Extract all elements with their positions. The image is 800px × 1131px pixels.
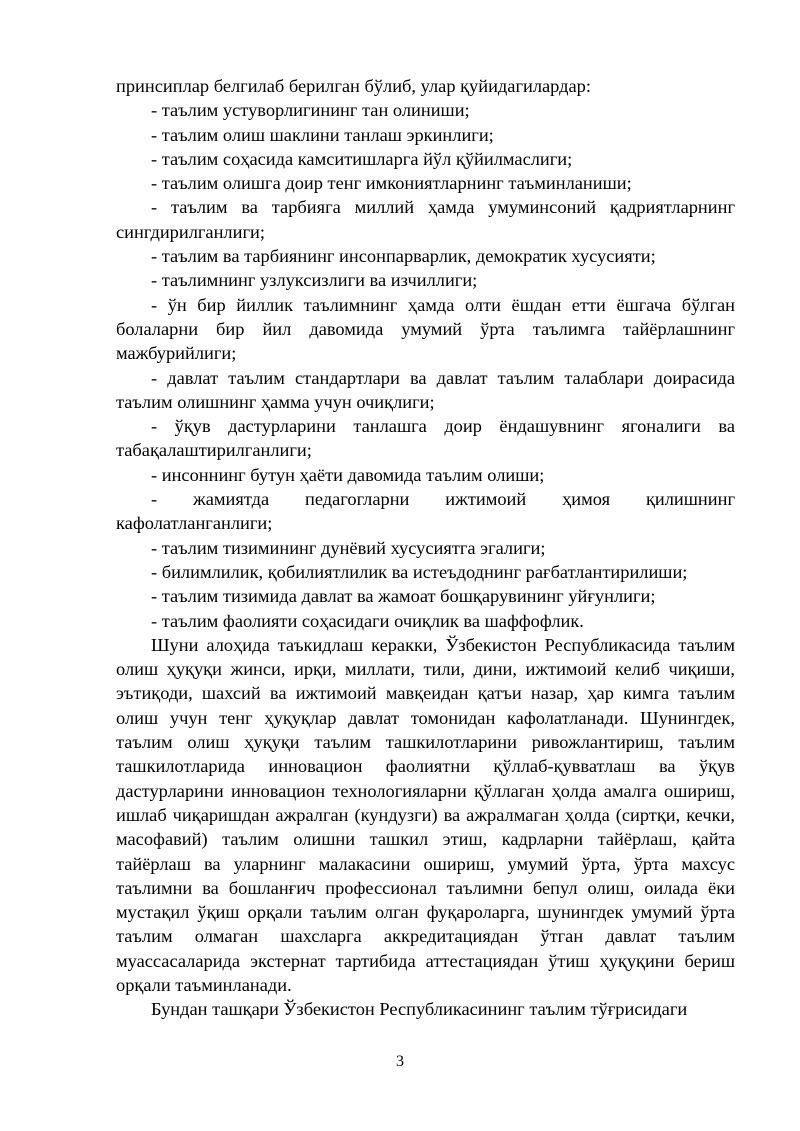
- list-item: - ўн бир йиллик таълимнинг ҳамда олти ёшдан етти ёшгача бўлган болаларни бир йил давомида умумий ўрта таълимга тайёрлашнинг мажбурийлиги;: [116, 294, 735, 364]
- list-item: - ўқув дастурларини танлашга доир ёндашувнинг ягоналиги ва табақалаштирилганлиги;: [116, 416, 735, 461]
- list-item: - таълим тизимида давлат ва жамоат бошқарувининг уйғунлиги;: [151, 586, 656, 607]
- list-item: - таълим ва тарбияга миллий ҳамда умуминсоний қадриятларнинг сингдирилганлиги;: [116, 197, 735, 242]
- list-item: - таълим ва тарбиянинг инсонпарварлик, демократик хусусияти;: [151, 246, 656, 267]
- list-item: - таълимнинг узлуксизлиги ва изчиллиги;: [151, 270, 478, 291]
- list-item: - таълим фаолияти соҳасидаги очиқлик ва шаффофлик.: [151, 610, 584, 631]
- list-item: - жамиятда педагогларни ижтимоий ҳимоя қилишнинг кафолатланганлиги;: [116, 489, 735, 534]
- list-item: - билимлилик, қобилиятлилик ва истеъдоднинг рағбатлантирилиши;: [151, 561, 688, 582]
- list-item: - таълим соҳасида камситишларга йўл қўйилмаслиги;: [151, 148, 573, 169]
- page-number: 3: [396, 1053, 404, 1070]
- lead-line: принсиплар белгилаб берилган бўлиб, улар қуйидагилардар:: [116, 76, 591, 96]
- paragraph: Бундан ташқари Ўзбекистон Республикасининг таълим тўғрисидаги: [151, 999, 688, 1020]
- list-item: - таълим устуворлигининг тан олиниши;: [151, 100, 470, 121]
- list-item: - таълим олиш шаклини танлаш эркинлиги;: [151, 124, 494, 145]
- list-item: - давлат таълим стандартлари ва давлат таълим талаблари доирасида таълим олишнинг ҳамма учун очиқлиги;: [116, 367, 735, 412]
- list-item: - таълим тизимининг дунёвий хусусиятга эгалиги;: [151, 537, 546, 558]
- body-text: [116, 74, 735, 1022]
- list-item: - инсоннинг бутун ҳаёти давомида таълим олиши;: [151, 464, 545, 485]
- paragraph: Шуни алоҳида таъкидлаш керакки, Ўзбекистон Республикасида таълим олиш ҳуқуқи жинси, ирқи, миллати, тили, дини, ижтимоий келиб чиқиши, эътиқоди, шахсий ва ижтимоий мавқеидан қатъи назар, ҳар кимга таълим олиш учун тенг ҳуқуқлар давлат томонидан кафолатланади. Шунингдек, таълим олиш ҳуқуқи таълим ташкилотларини ривожлантириш, таълим ташкилотларида инновацион фаолиятни қўллаб-қувватлаш ва ўқув дастурларини инновацион технологияларни қўллаган ҳолда амалга ошириш, ишлаб чиқаришдан ажралган (кундузги) ва ажралмаган ҳолда (сиртқи, кечки, масофавий) таълим олишни ташкил этиш, кадрларни тайёрлаш, қайта тайёрлаш ва уларнинг малакасини ошириш, умумий ўрта, ўрта махсус таълимни ва бошланғич профессионал таълимни бепул олиш, оилада ёки мустақил ўқиш орқали таълим олган фуқароларга, шунингдек умумий ўрта таълим олмаган шахсларга аккредитациядан ўтган давлат таълим муассасаларида экстернат тартибида аттестациядан ўтиш ҳуқуқини бериш орқали таъминланади.: [116, 634, 735, 995]
- list-item: - таълим олишга доир тенг имкониятларнинг таъминланиши;: [151, 173, 632, 194]
